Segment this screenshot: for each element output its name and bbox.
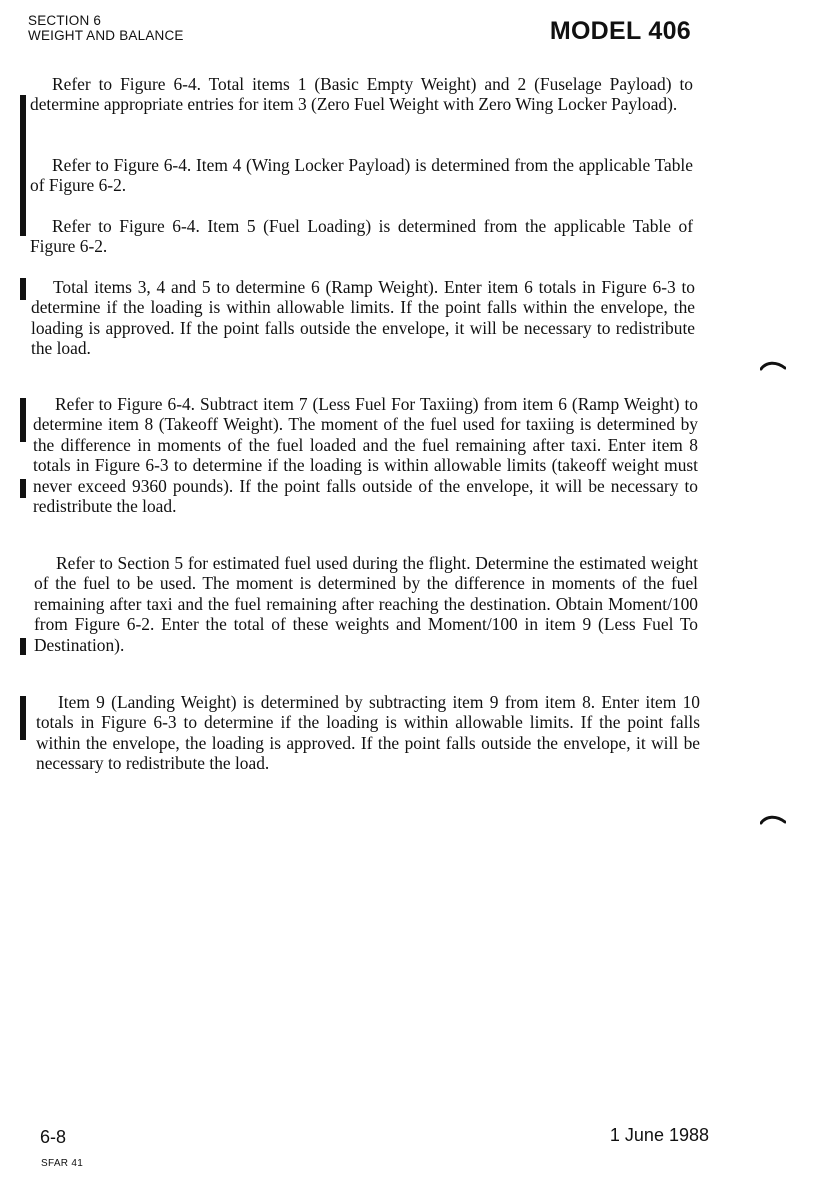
section-title: WEIGHT AND BALANCE [28,28,184,43]
change-bar [20,479,26,498]
paragraph-zero-fuel-weight: Refer to Figure 6-4. Total items 1 (Basic Empty Weight) and 2 (Fuselage Payload) to determine appropriate entries for item 3 (Zero Fuel Weight with Zero Wing Locker Payload). [30,74,693,115]
sfar-label: SFAR 41 [41,1158,84,1169]
change-bar [20,278,26,300]
revision-date: 1 June 1988 [609,1125,709,1145]
paragraph-landing-weight: Item 9 (Landing Weight) is determined by subtracting item 9 from item 8. Enter item 10 totals in Figure 6-3 to determine if the loading is within allowable limits. If the point falls within the envelope, the loading is approved. If the point falls outside the envelope, it will be necessary to redistribute the load. [36,692,700,774]
page-number: 6-8 [40,1127,67,1147]
change-bar [20,696,26,740]
change-bar [20,398,26,442]
model-title: MODEL 406 [549,17,691,45]
change-bar [20,95,26,236]
change-bar [20,638,26,655]
paragraph-takeoff-weight: Refer to Figure 6-4. Subtract item 7 (Less Fuel For Taxiing) from item 6 (Ramp Weight) to determine item 8 (Takeoff Weight). The moment of the fuel used for taxiing is determined by the difference in moments of the fuel loaded and the fuel remaining after taxi. Enter item 8 totals in Figure 6-3 to determine if the loading is within allowable limits (takeoff weight must never exceed 9360 pounds). If the point falls outside of the envelope, it will be necessary to redistribute the load. [33,394,698,517]
paragraph-wing-locker-payload: Refer to Figure 6-4. Item 4 (Wing Locker Payload) is determined from the applicable Table of Figure 6-2. [30,155,693,196]
paragraph-fuel-to-destination: Refer to Section 5 for estimated fuel used during the flight. Determine the estimated weight of the fuel to be used. The moment is determined by the difference in moments of the fuel remaining after taxi and the fuel remaining after reaching the destination. Obtain Moment/100 from Figure 6-2. Enter the total of these weights and Moment/100 in item 9 (Less Fuel To Destination). [34,553,698,655]
paragraph-ramp-weight: Total items 3, 4 and 5 to determine 6 (Ramp Weight). Enter item 6 totals in Figure 6-3 to determine if the loading is within allowable limits. If the point falls within the envelope, the loading is approved. If the point falls outside the envelope, it will be necessary to redistribute the load. [31,277,695,359]
section-label [28,13,184,43]
scan-mark-icon [760,360,786,372]
scan-mark-icon [760,814,786,826]
section-number: SECTION 6 [28,13,102,28]
paragraph-fuel-loading: Refer to Figure 6-4. Item 5 (Fuel Loading) is determined from the applicable Table of Figure 6-2. [30,216,693,257]
